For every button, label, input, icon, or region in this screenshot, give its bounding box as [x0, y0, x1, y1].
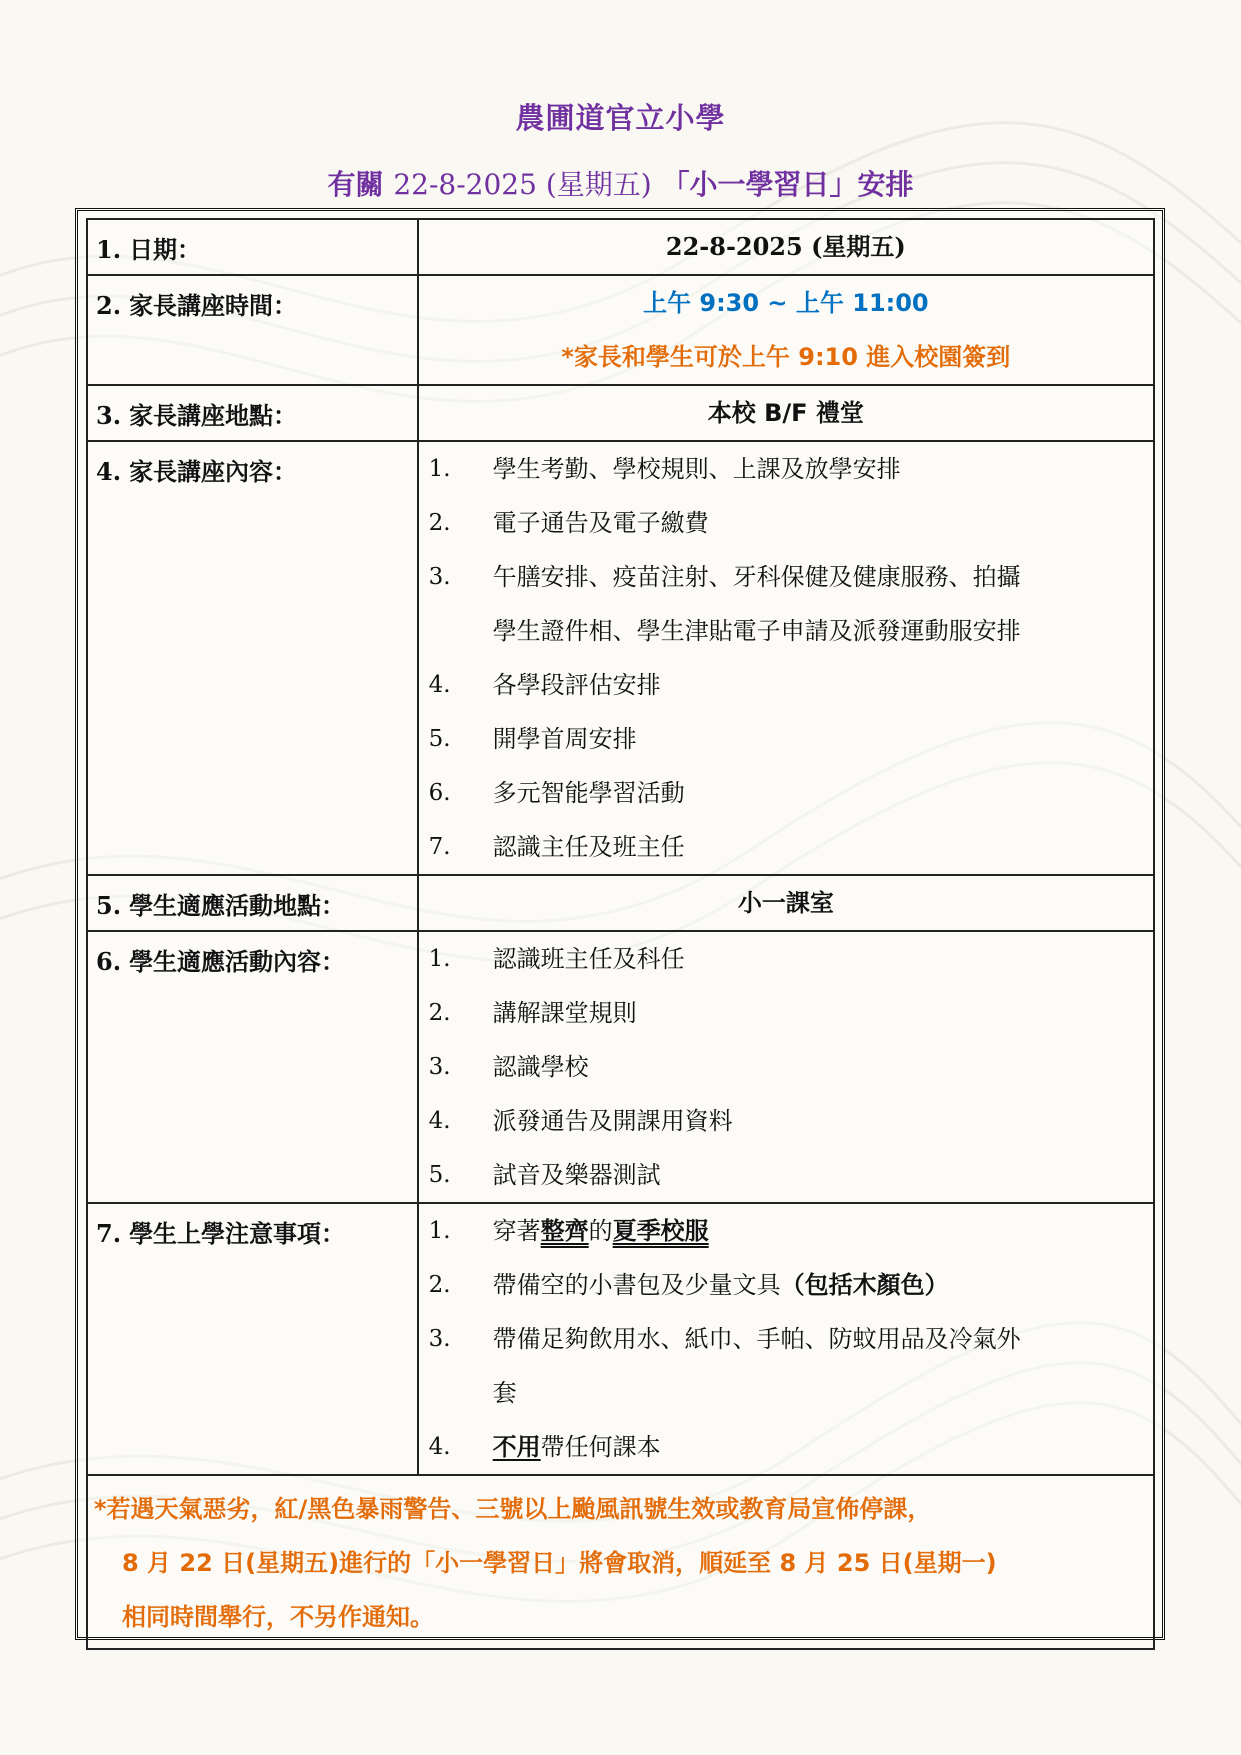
table-row-talk-time: [87, 275, 1154, 385]
row-label-reminders: 學生上學注意事項：: [129, 1220, 346, 1248]
arrangement-table: [75, 208, 1165, 1640]
talk-venue-value: 本校 B/F 禮堂: [707, 399, 864, 427]
list-item: 5. 試音及樂器測試: [428, 1161, 661, 1189]
table-row-weather-notice: [87, 1475, 1154, 1649]
row-number: 2.: [96, 291, 122, 320]
row-label-talk-time: 家長講座時間：: [129, 292, 298, 320]
table-row-date: [87, 219, 1154, 275]
list-item: 1. 認識班主任及科任: [428, 945, 685, 973]
list-item: 4. 不用帶任何課本: [428, 1433, 661, 1461]
list-item-continued: 套: [492, 1379, 517, 1407]
school-name: 農圃道官立小學: [515, 101, 726, 135]
activity-venue-value: 小一課室: [737, 889, 834, 917]
list-item: 2. 講解課堂規則: [428, 999, 637, 1027]
list-item: 4. 派發通告及開課用資料: [428, 1107, 733, 1135]
row-label-activity-venue: 學生適應活動地點：: [129, 892, 346, 920]
title-date: 22-8-2025 (星期五): [393, 168, 652, 201]
title-suffix: 「小一學習日」安排: [661, 168, 914, 201]
list-item: 3. 認識學校: [428, 1053, 589, 1081]
list-item: 3. 帶備足夠飲用水、紙巾、手帕、防蚊用品及冷氣外: [428, 1325, 1021, 1353]
row-number: 1.: [96, 235, 122, 264]
list-item: 1. 穿著整齊的夏季校服: [428, 1217, 709, 1245]
row-label-talk-venue: 家長講座地點：: [129, 402, 298, 430]
row-label-talk-content: 家長講座內容：: [129, 458, 298, 486]
list-item: 1. 學生考勤、學校規則、上課及放學安排: [428, 455, 901, 483]
talk-time-value: 上午 9:30 ~ 上午 11:00: [643, 289, 929, 317]
list-item: 2. 帶備空的小書包及少量文具（包括木顏色）: [428, 1271, 949, 1299]
list-item: 5. 開學首周安排: [428, 725, 637, 753]
document-title: [0, 163, 1241, 203]
list-item-continued: 學生證件相、學生津貼電子申請及派發運動服安排: [492, 617, 1021, 645]
table-row-activity-venue: [87, 875, 1154, 931]
notice-line-2: 8 月 22 日(星期五)進行的「小一學習日」將會取消，順延至 8 月 25 日(星期一): [122, 1549, 997, 1577]
notice-line-1: *若遇天氣惡劣，紅/黑色暴雨警告、三號以上颱風訊號生效或教育局宣佈停課，: [94, 1495, 932, 1523]
list-item: 2. 電子通告及電子繳費: [428, 509, 709, 537]
list-item: 4. 各學段評估安排: [428, 671, 661, 699]
table-row-talk-content: [87, 441, 1154, 875]
table-row-reminders: [87, 1203, 1154, 1475]
row-number: 5.: [96, 891, 122, 920]
table-row-talk-venue: [87, 385, 1154, 441]
sign-in-note: *家長和學生可於上午 9:10 進入校園簽到: [561, 343, 1011, 371]
table-row-activity-content: [87, 931, 1154, 1203]
row-label-activity-content: 學生適應活動內容：: [129, 948, 346, 976]
title-prefix: 有關: [327, 168, 384, 201]
row-number: 3.: [96, 401, 122, 430]
date-value: 22-8-2025 (星期五): [665, 232, 906, 261]
list-item: 3. 午膳安排、疫苗注射、牙科保健及健康服務、拍攝: [428, 563, 1021, 591]
row-number: 7.: [96, 1219, 122, 1248]
row-number: 4.: [96, 457, 122, 486]
list-item: 7. 認識主任及班主任: [428, 833, 685, 861]
row-number: 6.: [96, 947, 122, 976]
list-item: 6. 多元智能學習活動: [428, 779, 685, 807]
notice-line-3: 相同時間舉行，不另作通知。: [122, 1603, 434, 1631]
row-label-date: 日期：: [129, 236, 202, 264]
